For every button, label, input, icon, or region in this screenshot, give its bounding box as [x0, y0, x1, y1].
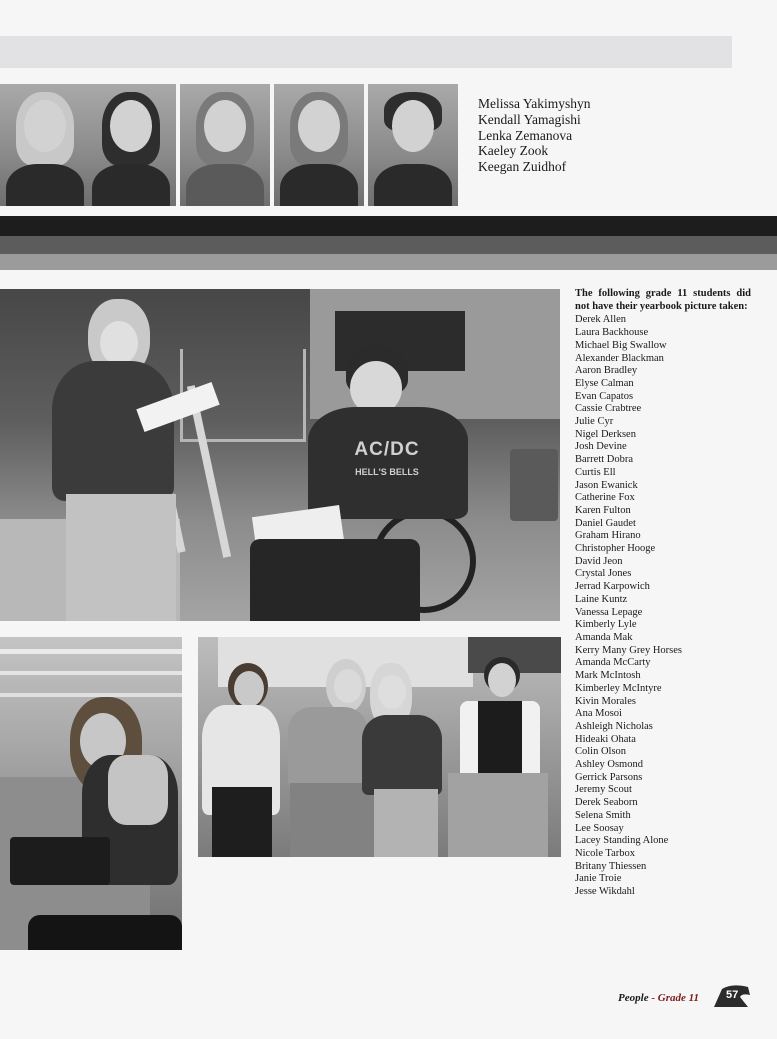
missing-student-name: Gerrick Parsons	[575, 771, 643, 783]
missing-student-name: Lee Soosay	[575, 822, 624, 834]
missing-student-name: Michael Big Swallow	[575, 339, 667, 351]
missing-student-name: Ana Mosoi	[575, 708, 622, 720]
missing-student-name: Jesse Wikdahl	[575, 886, 635, 898]
missing-names	[575, 314, 751, 898]
missing-student-name: David Jeon	[575, 555, 623, 567]
portrait-photo	[180, 84, 270, 206]
shirt-band-logo: AC/DC	[354, 439, 420, 460]
portrait-name: Keegan Zuidhof	[478, 159, 567, 175]
missing-student-name: Josh Devine	[575, 441, 627, 453]
footer-subsection: Grade 11	[657, 992, 699, 1004]
missing-student-name: Janie Troie	[575, 873, 622, 885]
workshop-photo	[0, 289, 560, 621]
footer-section: People	[618, 992, 649, 1004]
page-number: 57	[726, 989, 739, 1001]
missing-student-name: Kerry Many Grey Horses	[575, 644, 683, 656]
missing-student-name: Crystal Jones	[575, 568, 632, 580]
missing-student-name: Daniel Gaudet	[575, 517, 636, 529]
group-photo	[198, 637, 561, 857]
missing-student-name: Barrett Dobra	[575, 454, 634, 466]
missing-student-name: Alexander Blackman	[575, 352, 664, 364]
missing-student-name: Kivin Morales	[575, 695, 636, 707]
page-footer	[618, 992, 699, 1004]
missing-student-name: Ashleigh Nicholas	[575, 720, 653, 732]
missing-student-name: Derek Allen	[575, 314, 627, 326]
portrait-name-list	[478, 96, 591, 175]
missing-student-name: Laura Backhouse	[575, 327, 649, 339]
missing-student-name: Laine Kuntz	[575, 593, 628, 605]
missing-list-intro: The following grade 11 students did not have their yearbook picture taken:	[575, 288, 751, 312]
missing-student-name: Jeremy Scout	[575, 784, 632, 796]
portrait-name: Lenka Zemanova	[478, 127, 573, 143]
portrait-name: Melissa Yakimyshyn	[478, 96, 591, 111]
shirt-slogan: HELL'S BELLS	[355, 467, 419, 477]
missing-student-name: Amanda McCarty	[575, 657, 651, 669]
portrait-name: Kendall Yamagishi	[478, 111, 581, 127]
missing-student-name: Kimberley McIntyre	[575, 682, 662, 694]
missing-student-name: Amanda Mak	[575, 631, 633, 643]
header-band	[0, 36, 732, 68]
divider-band-mid	[0, 236, 777, 254]
missing-student-name: Karen Fulton	[575, 504, 631, 516]
missing-student-name: Christopher Hooge	[575, 543, 656, 555]
missing-student-name: Selena Smith	[575, 809, 631, 821]
missing-student-name: Mark McIntosh	[575, 670, 641, 682]
missing-student-name: Britany Thiessen	[575, 860, 647, 872]
page-number-badge	[712, 983, 752, 1009]
portrait-photo	[274, 84, 364, 206]
portrait-name: Kaeley Zook	[478, 143, 549, 159]
missing-student-name: Catherine Fox	[575, 492, 635, 504]
divider-band-light	[0, 254, 777, 270]
missing-student-name: Derek Seaborn	[575, 797, 638, 809]
missing-student-name: Nigel Derksen	[575, 428, 636, 440]
footer-separator: -	[648, 992, 658, 1004]
missing-student-name: Hideaki Ohata	[575, 733, 636, 745]
missing-student-name: Vanessa Lepage	[575, 606, 643, 618]
missing-students-list	[575, 288, 751, 899]
portrait-photo	[86, 84, 176, 206]
missing-student-name: Curtis Ell	[575, 466, 616, 478]
missing-student-name: Aaron Bradley	[575, 365, 638, 377]
missing-student-name: Lacey Standing Alone	[575, 835, 669, 847]
missing-student-name: Jason Ewanick	[575, 479, 638, 491]
missing-student-name: Colin Olson	[575, 746, 627, 758]
missing-student-name: Jerrad Karpowich	[575, 581, 650, 593]
divider-band-dark	[0, 216, 777, 236]
missing-student-name: Ashley Osmond	[575, 759, 643, 771]
classroom-photo	[0, 637, 182, 950]
missing-student-name: Nicole Tarbox	[575, 847, 636, 859]
missing-student-name: Julie Cyr	[575, 416, 614, 428]
portrait-photo	[368, 84, 458, 206]
missing-student-name: Elyse Calman	[575, 377, 634, 389]
missing-student-name: Graham Hirano	[575, 530, 641, 542]
missing-student-name: Evan Capatos	[575, 390, 634, 402]
portrait-photo	[0, 84, 90, 206]
missing-student-name: Kimberly Lyle	[575, 619, 637, 631]
missing-student-name: Cassie Crabtree	[575, 403, 642, 415]
